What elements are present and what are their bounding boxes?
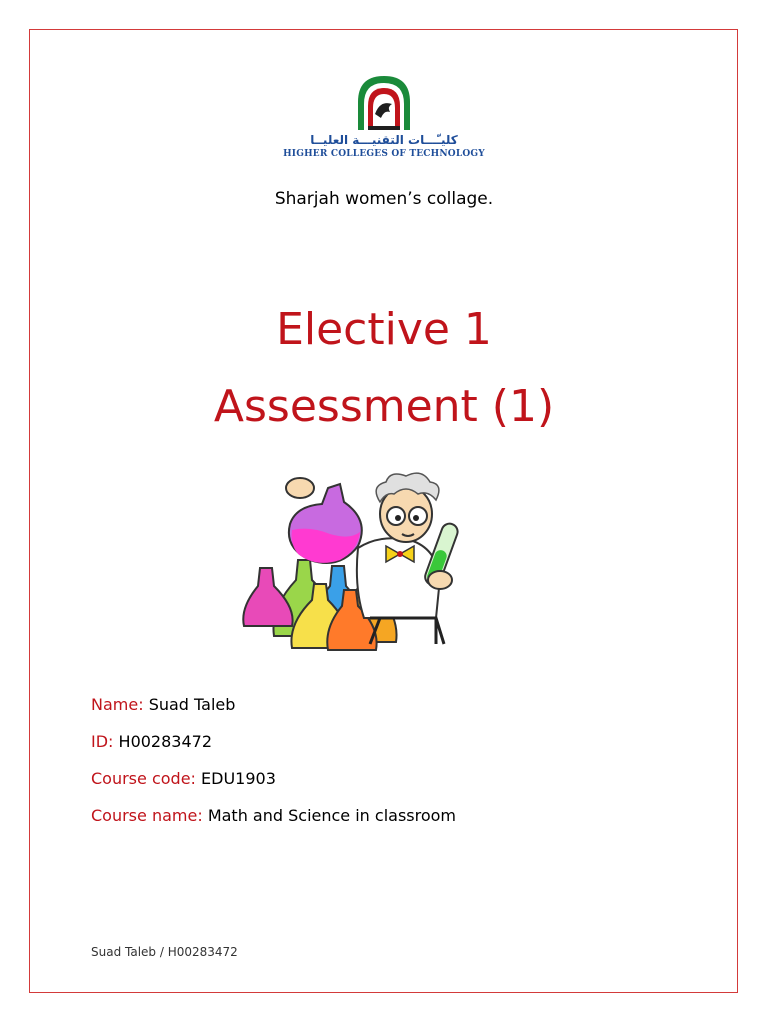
course-name-line xyxy=(91,806,456,826)
hct-logo xyxy=(278,74,490,164)
scientist-chemistry-clipart-icon xyxy=(240,468,480,654)
logo-english-text: HIGHER COLLEGES OF TECHNOLOGY xyxy=(283,149,485,159)
page-footer: Suad Taleb / H00283472 xyxy=(91,945,238,959)
name-label: Name: xyxy=(91,695,144,714)
course-code-line xyxy=(91,769,276,789)
id-label: ID: xyxy=(91,732,114,751)
student-name-line xyxy=(91,695,235,715)
name-value: Suad Taleb xyxy=(148,695,236,714)
id-value: H00283472 xyxy=(118,732,212,751)
title-line-2: Assessment (1) xyxy=(213,381,555,432)
student-id-line xyxy=(91,732,212,752)
course-name-value: Math and Science in classroom xyxy=(207,806,456,825)
title-line-1: Elective 1 xyxy=(276,304,492,355)
course-code-value: EDU1903 xyxy=(201,769,276,788)
hct-emblem-icon xyxy=(278,74,490,132)
course-code-label: Course code: xyxy=(91,769,196,788)
logo-arabic-text: كليـّـــات التقنيـــة العليــا xyxy=(310,133,458,147)
course-name-label: Course name: xyxy=(91,806,203,825)
college-name: Sharjah women’s collage. xyxy=(274,189,494,209)
